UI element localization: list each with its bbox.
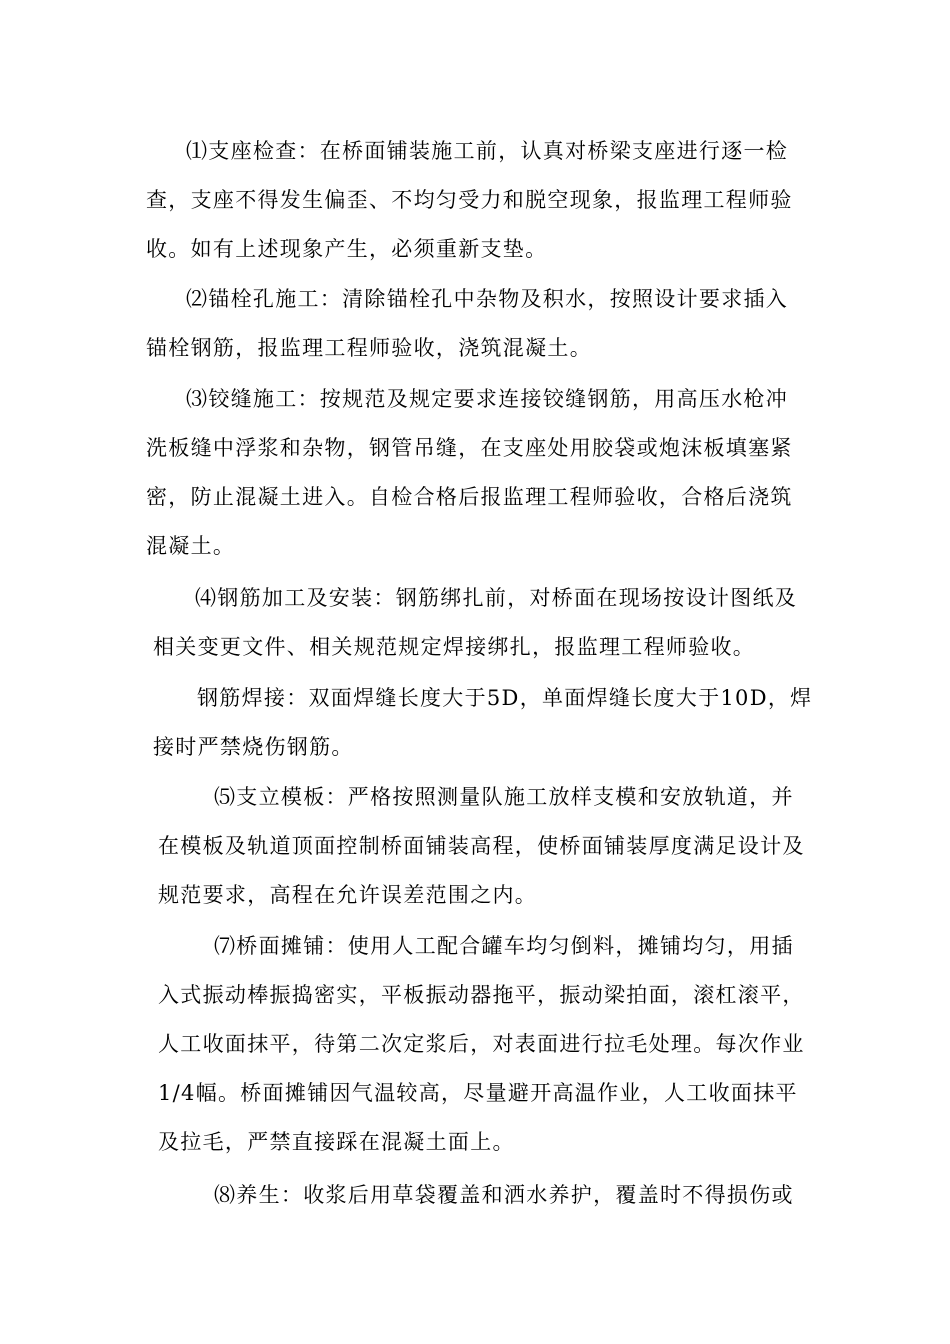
text-line: 密，防止混凝土进入。自检合格后报监理工程师验收，合格后浇筑 (146, 485, 793, 509)
text-line: ⑸支立模板：严格按照测量队施工放样支模和安放轨道，并 (214, 785, 794, 809)
paragraph-rebar-processing (153, 574, 797, 672)
text-line: ⑷钢筋加工及安装：钢筋绑扎前，对桥面在现场按设计图纸及 (195, 586, 798, 610)
text-line: ⑶铰缝施工：按规范及规定要求连接铰缝钢筋，用高压水枪冲 (186, 387, 789, 411)
text-line: ⑵锚栓孔施工：清除锚栓孔中杂物及积水，按照设计要求插入 (186, 287, 789, 311)
text-line: 钢筋焊接：双面焊缝长度大于5D，单面焊缝长度大于10D，焊 (197, 686, 813, 710)
text-line: 查，支座不得发生偏歪、不均匀受力和脱空现象，报监理工程师验 (146, 188, 793, 212)
text-line: 接时严禁烧伤钢筋。 (153, 735, 354, 759)
paragraph-deck-paving (158, 922, 805, 1167)
text-line: 规范要求，高程在允许误差范围之内。 (158, 883, 538, 907)
text-line: 混凝土。 (146, 534, 236, 558)
paragraph-curing (158, 1171, 794, 1220)
text-line: ⑺桥面摊铺：使用人工配合罐车均匀倒料，摊铺均匀，用插 (214, 934, 794, 958)
text-line: 及拉毛，严禁直接踩在混凝土面上。 (158, 1130, 515, 1154)
paragraph-anchor-hole (146, 275, 788, 373)
text-line: ⑻养生：收浆后用草袋覆盖和洒水养护，覆盖时不得损伤或 (214, 1183, 794, 1207)
paragraph-bearing-inspection (146, 127, 793, 274)
text-line: 收。如有上述现象产生，必须重新支垫。 (146, 237, 548, 261)
text-line: 洗板缝中浮浆和杂物，钢管吊缝，在支座处用胶袋或炮沫板填塞紧 (146, 436, 793, 460)
paragraph-rebar-welding (153, 674, 812, 772)
paragraph-hinge-joint (146, 375, 793, 571)
text-line: 人工收面抹平，待第二次定浆后，对表面进行拉毛处理。每次作业 (158, 1032, 805, 1056)
text-line: 相关变更文件、相关规范规定焊接绑扎，报监理工程师验收。 (153, 635, 756, 659)
text-line: ⑴支座检查：在桥面铺装施工前，认真对桥梁支座进行逐一检 (186, 139, 789, 163)
text-line: 在模板及轨道顶面控制桥面铺装高程，使桥面铺装厚度满足设计及 (158, 834, 805, 858)
text-line: 入式振动棒振捣密实，平板振动器拖平，振动梁拍面，滚杠滚平， (158, 983, 805, 1007)
paragraph-formwork (158, 773, 805, 920)
text-line: 1/4幅。桥面摊铺因气温较高，尽量避开高温作业，人工收面抹平 (158, 1081, 798, 1105)
text-line: 锚栓钢筋，报监理工程师验收，浇筑混凝土。 (146, 336, 592, 360)
